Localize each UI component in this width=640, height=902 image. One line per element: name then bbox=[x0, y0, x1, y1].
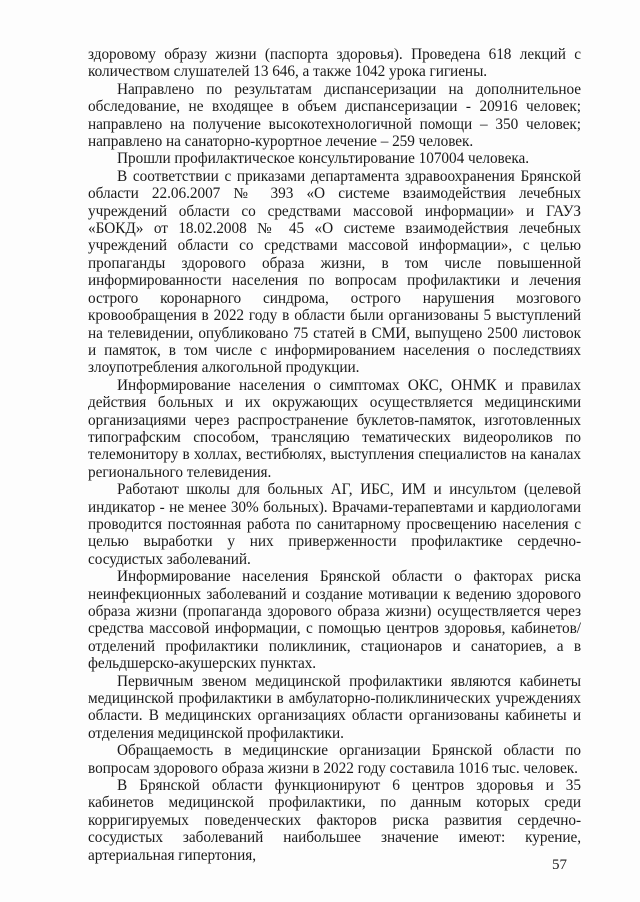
paragraph-media-orders: В соответствии с приказами департамента здравоохранения Брянской области 22.06.2007 № 393 «О системе взаимодействия лечебных учреждений области со средствами массовой информации» и ГАУЗ «БОКД» от 18.02.2008 № 45 «О системе взаимодействия лечебных учреждений области со средствами массовой информации», с целью пропаганды здорового образа жизни, в том числе повышенной информированности населения по вопросам профилактики и лечения острого коронарного синдрома, острого нарушения мозгового кровообращения в 2022 году в области были организованы 5 выступлений на телевидении, опубликовано 75 статей в СМИ, выпущено 2500 листовок и памяток, в том числе с информированием населения о последствиях злоупотребления алкогольной продукции. bbox=[88, 167, 581, 377]
paragraph-appeals: Обращаемость в медицинские организации Брянской области по вопросам здорового образа жизни в 2022 году составила 1016 тыс. человек. bbox=[88, 742, 581, 777]
paragraph-referrals: Направлено по результатам диспансеризации на дополнительное обследование, не входящее в объем диспансеризации - 20916 человек; направлено на получение высокотехнологичной помощи – 350 человек; направлено на санаторно-курортное лечение – 259 человек. bbox=[88, 80, 581, 151]
paragraph-consultations: Прошли профилактическое консультирование 107004 человека. bbox=[117, 150, 530, 168]
paragraph-health-centers: В Брянской области функционируют 6 центров здоровья и 35 кабинетов медицинской профилактики, по данным которых среди корригируемых поведенческих факторов риска развития сердечно-сосудистых заболеваний наибольшее значение имеют: курение, артериальная гипертония, bbox=[88, 777, 581, 864]
paragraph-patient-schools: Работают школы для больных АГ, ИБС, ИМ и инсультом (целевой индикатор - не менее 30% больных). Врачами-терапевтами и кардиологами проводится постоянная работа по санитарному просвещению населения с целью выработки у них приверженности профилактике сердечно-сосудистых заболеваний. bbox=[88, 481, 581, 568]
page-number: 57 bbox=[552, 857, 567, 873]
paragraph-symptom-informing: Информирование населения о симптомах ОКС, ОНМК и правилах действия больных и их окружающих осуществляется медицинскими организациями через распространение буклетов-памяток, изготовленных типографским способом, трансляцию тематических видеороликов по телемонитору в холлах, вестибюлях, выступления специалистов на каналах регионального телевидения. bbox=[88, 376, 581, 481]
paragraph-health-passports: здоровому образу жизни (паспорта здоровья). Проведена 618 лекций с количеством слушателей 13 646, а также 1042 урока гигиены. bbox=[88, 46, 581, 81]
paragraph-risk-factors-informing: Информирование населения Брянской области о факторах риска неинфекционных заболеваний и создание мотивации к ведению здорового образа жизни (пропаганда здорового образа жизни) осуществляется через средства массовой информации, с помощью центров здоровья, кабинетов/отделений профилактики поликлиник, стационаров и санаториев, а в фельдшерско-акушерских пунктах. bbox=[88, 568, 581, 673]
paragraph-prevention-offices: Первичным звеном медицинской профилактики являются кабинеты медицинской профилактики в амбулаторно-поликлинических учреждениях области. В медицинских организациях области организованы кабинеты и отделения медицинской профилактики. bbox=[88, 672, 581, 742]
body-text bbox=[88, 46, 581, 864]
